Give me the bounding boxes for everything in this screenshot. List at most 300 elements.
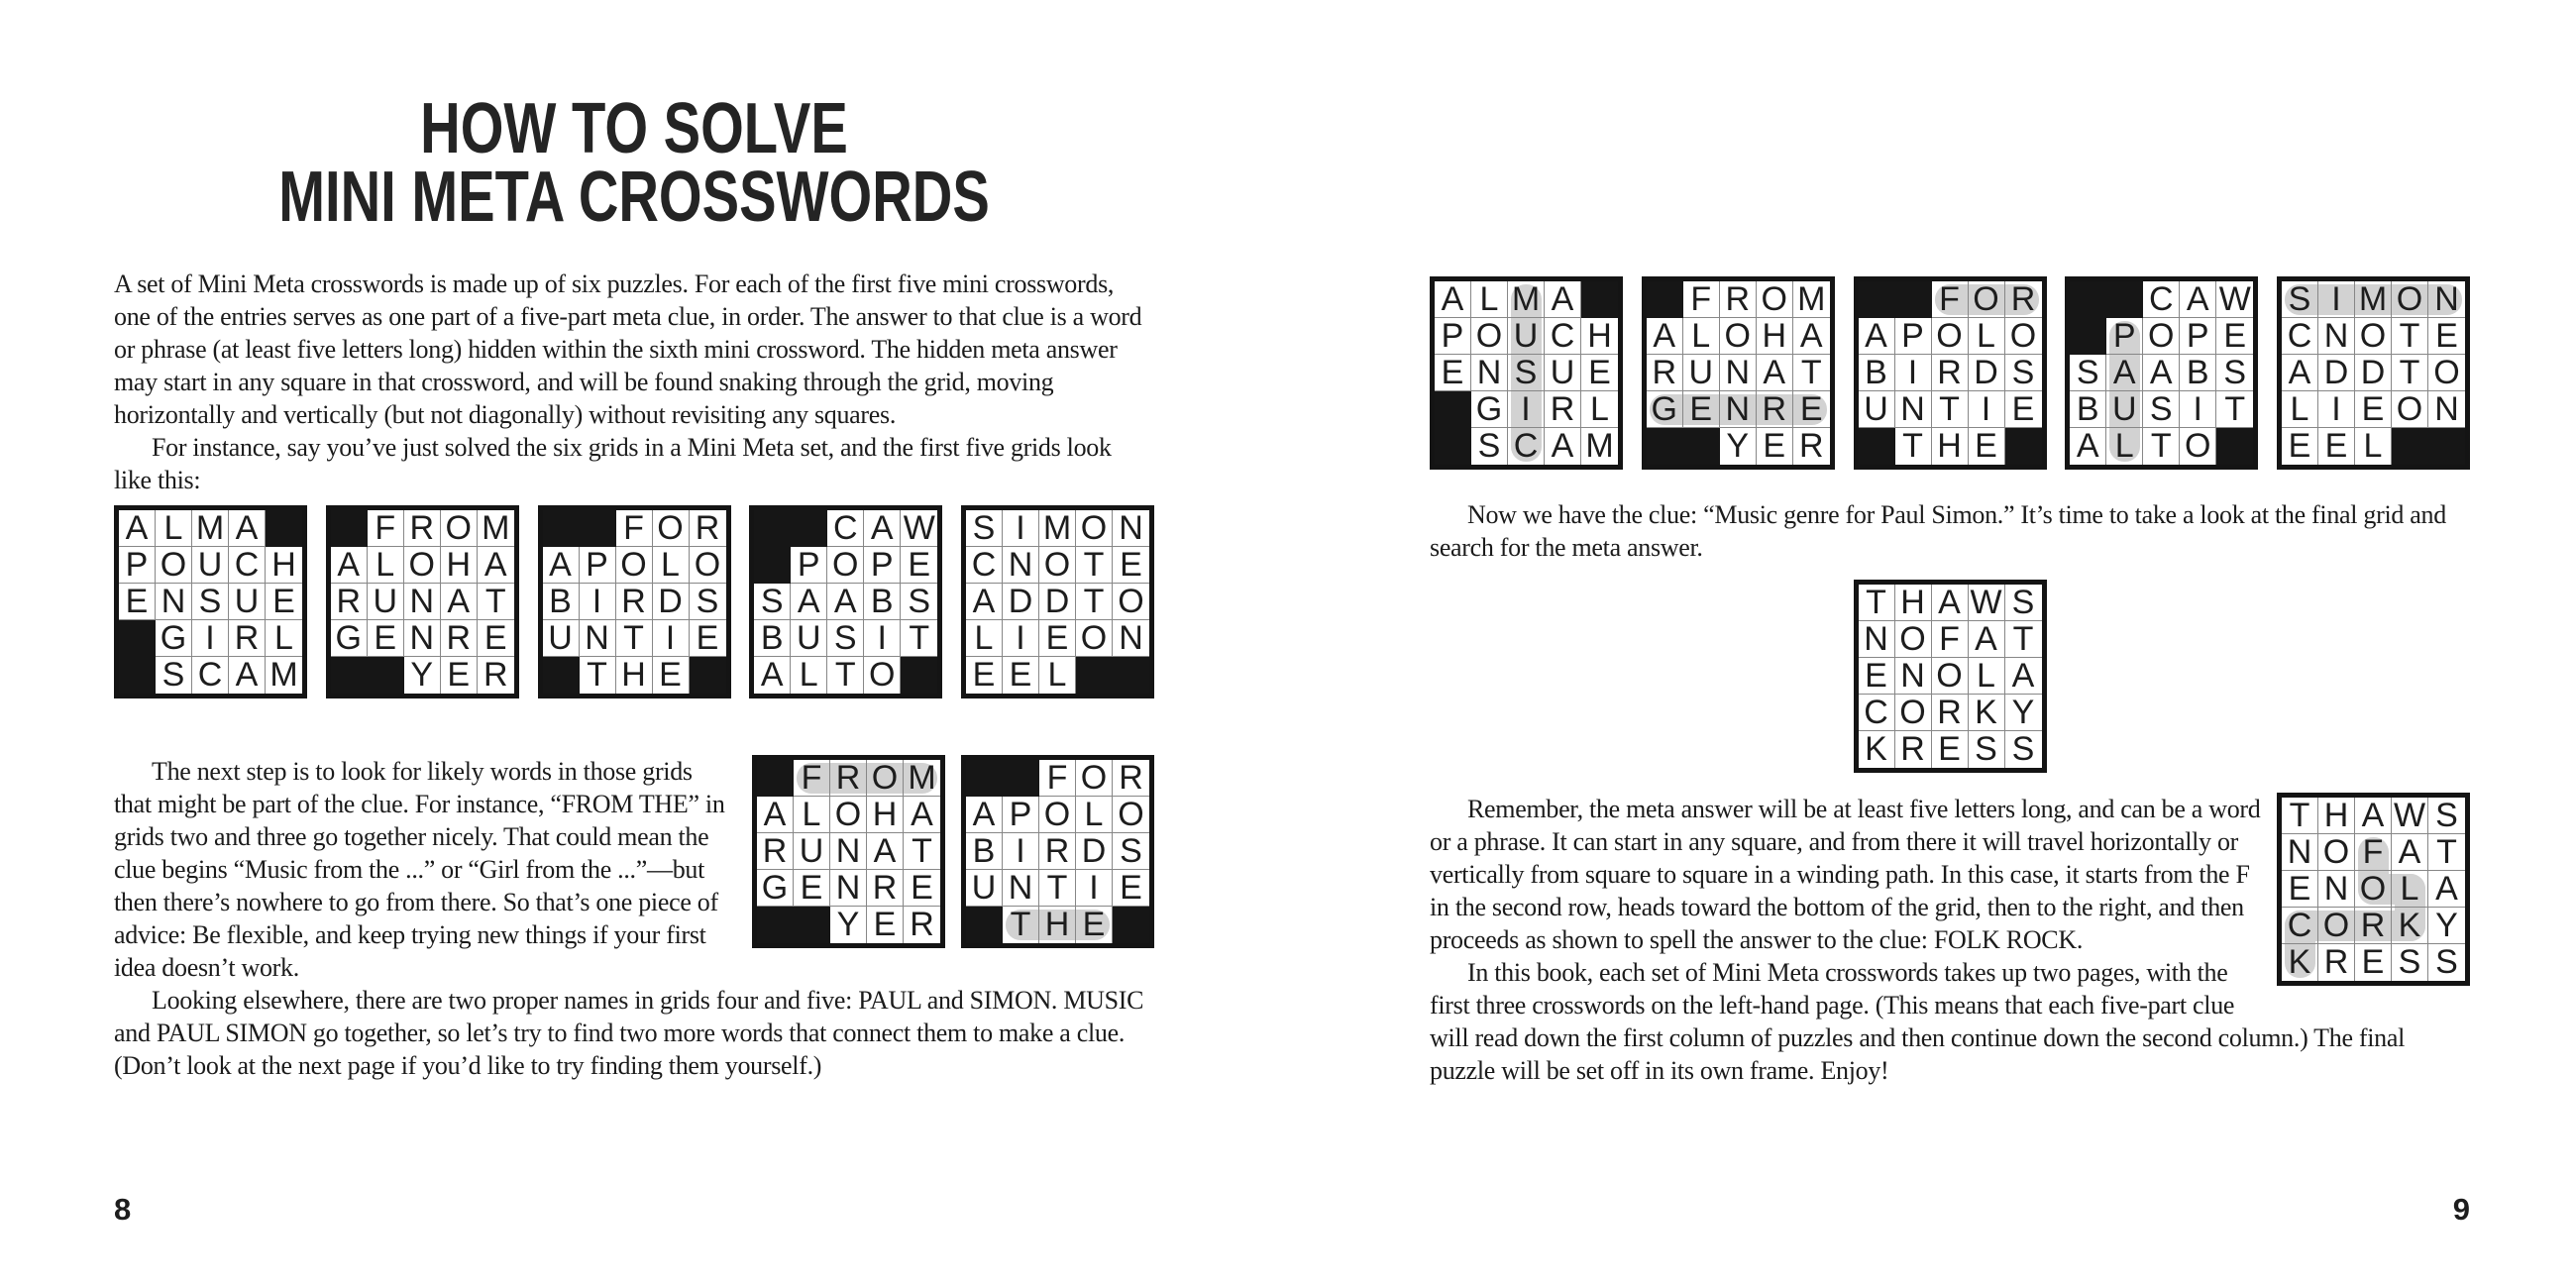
letter-cell: E — [904, 870, 940, 907]
letter-cell: A — [1545, 428, 1581, 465]
letter-cell: D — [2318, 355, 2355, 391]
letter-cell: N — [2318, 318, 2355, 355]
letter-cell: L — [156, 510, 192, 547]
letter-cell: O — [404, 547, 441, 584]
black-cell — [368, 657, 404, 694]
letter-cell: A — [864, 510, 901, 547]
letter-cell: T — [2428, 834, 2465, 871]
letter-cell: S — [901, 584, 937, 620]
letter-cell: R — [830, 760, 867, 797]
page-number-left: 8 — [114, 1192, 132, 1227]
next-step-section — [114, 755, 1154, 1082]
black-cell — [791, 510, 827, 547]
black-cell — [1113, 657, 1149, 694]
letter-cell: R — [1039, 833, 1076, 870]
black-cell — [1435, 428, 1471, 465]
black-cell — [2005, 428, 2042, 465]
letter-cell: A — [1932, 585, 1969, 621]
letter-cell: E — [2318, 428, 2355, 465]
letter-cell: A — [2143, 355, 2180, 391]
letter-cell: D — [653, 584, 690, 620]
letter-cell: L — [1039, 657, 1076, 694]
letter-cell: T — [2282, 798, 2318, 834]
black-cell — [966, 907, 1003, 943]
letter-cell: L — [653, 547, 690, 584]
crossword-grid-music-highlighted — [1430, 276, 1623, 470]
letter-cell: E — [1969, 428, 2005, 465]
letter-cell: O — [1471, 318, 1508, 355]
letter-cell: R — [441, 620, 478, 657]
letter-cell: K — [1859, 731, 1895, 768]
letter-cell: M — [1039, 510, 1076, 547]
letter-cell: D — [1003, 584, 1039, 620]
letter-cell: T — [2392, 318, 2428, 355]
letter-cell: E — [2282, 428, 2318, 465]
black-cell — [757, 907, 794, 943]
letter-cell: O — [616, 547, 653, 584]
letter-cell: E — [653, 657, 690, 694]
letter-cell: O — [827, 547, 864, 584]
letter-cell: N — [404, 620, 441, 657]
letter-cell: R — [2005, 281, 2042, 318]
letter-cell: I — [1003, 510, 1039, 547]
crossword-grid-simon-highlighted — [2277, 276, 2470, 470]
crossword-grid-4-caw — [749, 505, 942, 698]
letter-cell: C — [1545, 318, 1581, 355]
letter-cell: O — [1969, 281, 2005, 318]
letter-cell: M — [269, 656, 298, 694]
letter-cell: T — [904, 833, 940, 870]
letter-cell: E — [1757, 428, 1793, 465]
crossword-grid-folk-rock-highlighted — [2277, 793, 2470, 986]
letter-cell: O — [1039, 797, 1076, 833]
letter-cell: R — [1545, 391, 1581, 428]
black-cell — [543, 657, 580, 694]
letter-cell: G — [757, 870, 794, 907]
letter-cell: O — [441, 510, 478, 547]
letter-cell: C — [1508, 428, 1545, 465]
letter-cell: U — [368, 584, 404, 620]
letter-cell: R — [1895, 731, 1932, 768]
black-cell — [1435, 391, 1471, 428]
letter-cell: O — [830, 797, 867, 833]
letter-cell: C — [827, 510, 864, 547]
remember-paragraph: Remember, the meta answer will be at least five letters long, and can be a word or a phrase. It can start in any square, and from there it will travel horizontally or vertically from square to square in a winding path. In this case, it starts from the F in the second row, heads toward the bottom of the grid, then to the right, and then proceeds as shown to spell the answer to the clue: FOLK ROCK. — [1430, 795, 2261, 954]
intro-paragraph: A set of Mini Meta crosswords is made up of six puzzles. For each of the first five mini crosswords, one of the entries serves as one part of a five-part meta clue, in order. The answer to that clue is a word or phrase (at least five letters long) hidden within the sixth mini crossword. The hidden meta answer may start in any square in that crossword, and will be found snaking through the grid, moving horizontally and vertically (but not diagonally) without revisiting any squares. — [114, 269, 1142, 429]
letter-cell: G — [331, 620, 368, 657]
in-this-book-paragraph: In this book, each set of Mini Meta crosswords takes up two pages, with the first three crosswords on the left-hand page. (This means that each five-part clue will read down the first column of puzzles and then continue down the second column.) The final puzzle will be set off in its own frame. Enjoy! — [1430, 958, 2406, 1085]
letter-cell: I — [1895, 355, 1932, 391]
letter-cell: T — [1039, 870, 1076, 907]
letter-cell: T — [1859, 585, 1895, 621]
letter-cell: R — [1647, 355, 1683, 391]
letter-cell: B — [966, 833, 1003, 870]
right-page — [1430, 0, 2470, 1288]
letter-cell: F — [1039, 760, 1076, 797]
letter-cell: O — [1076, 620, 1113, 657]
letter-cell: I — [1076, 870, 1113, 907]
letter-cell: M — [904, 760, 940, 797]
letter-cell: Y — [404, 657, 441, 694]
letter-cell: S — [192, 584, 229, 620]
letter-cell: A — [2106, 355, 2143, 391]
letter-cell: T — [2216, 391, 2253, 428]
letter-cell: I — [1969, 391, 2005, 428]
letter-cell: A — [1859, 318, 1895, 355]
letter-cell: W — [2216, 281, 2253, 318]
letter-cell: U — [1545, 355, 1581, 391]
solved-grids-row — [114, 505, 1154, 698]
black-cell — [794, 907, 830, 943]
looking-elsewhere-paragraph: Looking elsewhere, there are two proper names in grids four and five: PAUL and SIMON. MUSIC and PAUL SIMON go together, so let’s try to find two more words that connect them to make a clue. (Don’t look at the next page if you’d like to try finding them yourself.) — [114, 986, 1144, 1080]
letter-cell: U — [1683, 355, 1720, 391]
page-title — [114, 89, 1154, 237]
letter-cell: O — [2355, 318, 2392, 355]
letter-cell: U — [543, 620, 580, 657]
letter-cell: O — [867, 760, 904, 797]
letter-cell: S — [2005, 355, 2042, 391]
letter-cell: E — [1039, 620, 1076, 657]
letter-cell: S — [2070, 355, 2106, 391]
letter-cell: E — [867, 907, 904, 943]
letter-cell: E — [1435, 355, 1471, 391]
letter-cell: L — [2282, 391, 2318, 428]
letter-cell: O — [2392, 391, 2428, 428]
letter-cell: E — [1793, 391, 1830, 428]
letter-cell: O — [156, 547, 192, 584]
letter-cell: H — [867, 797, 904, 833]
letter-cell: U — [1508, 318, 1545, 355]
letter-cell: E — [2428, 318, 2465, 355]
letter-cell: U — [229, 584, 266, 620]
letter-cell: A — [229, 510, 266, 547]
black-cell — [966, 760, 1003, 797]
letter-cell: E — [2355, 944, 2392, 981]
letter-cell: E — [1683, 391, 1720, 428]
letter-cell: O — [1895, 621, 1932, 658]
black-cell — [2106, 281, 2143, 318]
letter-cell: R — [2355, 908, 2392, 944]
black-cell — [119, 620, 156, 657]
now-clue-paragraph: Now we have the clue: “Music genre for Paul Simon.” It’s time to take a look at the final grid and search for the meta answer. — [1430, 500, 2446, 562]
letter-cell: O — [1113, 797, 1149, 833]
letter-cell: I — [2318, 281, 2355, 318]
letter-cell: N — [2282, 834, 2318, 871]
letter-cell: E — [966, 657, 1003, 694]
letter-cell: C — [229, 547, 266, 584]
letter-cell: Y — [2428, 908, 2465, 944]
letter-cell: N — [2318, 871, 2355, 908]
letter-cell: S — [2435, 943, 2458, 981]
letter-cell: R — [910, 906, 934, 943]
letter-cell: B — [2180, 355, 2216, 391]
letter-cell: P — [1435, 318, 1471, 355]
letter-cell: M — [1585, 427, 1614, 465]
letter-cell: E — [441, 657, 478, 694]
letter-cell: O — [2428, 355, 2465, 391]
letter-cell: S — [2011, 730, 2035, 768]
letter-cell: E — [2355, 391, 2392, 428]
letter-cell: R — [1798, 427, 1824, 465]
letter-cell: S — [1969, 731, 2005, 768]
title-line-2: MINI META CROSSWORDS — [278, 158, 990, 237]
letter-cell: A — [867, 833, 904, 870]
letter-cell: H — [1757, 318, 1793, 355]
letter-cell: D — [1039, 584, 1076, 620]
letter-cell: F — [794, 760, 830, 797]
letter-cell: S — [827, 620, 864, 657]
letter-cell: G — [1647, 391, 1683, 428]
letter-cell: L — [2106, 428, 2143, 465]
letter-cell: H — [266, 547, 302, 584]
crossword-grid-genre-highlighted — [1642, 276, 1835, 470]
letter-cell: B — [2070, 391, 2106, 428]
black-cell — [331, 510, 368, 547]
letter-cell: H — [616, 657, 653, 694]
letter-cell: R — [1932, 695, 1969, 731]
letter-cell: L — [368, 547, 404, 584]
next-step-paragraph: The next step is to look for likely words in those grids that might be part of the clue. For instance, “FROM THE” in grids two and three go together nicely. That could mean the clue begins “Music from the ...” or “Girl from the ...”—but then there’s nowhere to go from there. So that’s one piece of advice: Be flexible, and keep trying new things if your first idea doesn’t work. — [114, 757, 725, 982]
letter-cell: O — [690, 547, 726, 584]
letter-cell: S — [2428, 798, 2465, 834]
letter-cell: P — [580, 547, 616, 584]
highlighted-grids-row — [1430, 276, 2470, 470]
crossword-grid-final — [1854, 580, 2047, 773]
letter-cell: F — [1683, 281, 1720, 318]
letter-cell: U — [1859, 391, 1895, 428]
crossword-grid-2-from — [326, 505, 519, 698]
letter-cell: L — [1683, 318, 1720, 355]
letter-cell: M — [1508, 281, 1545, 318]
letter-cell: T — [478, 584, 514, 620]
letter-cell: T — [1076, 584, 1113, 620]
letter-cell: N — [1003, 870, 1039, 907]
letter-cell: E — [1113, 870, 1149, 907]
letter-cell: N — [1113, 620, 1149, 657]
letter-cell: I — [1003, 833, 1039, 870]
letter-cell: N — [1113, 510, 1149, 547]
letter-cell: N — [1895, 391, 1932, 428]
letter-cell: M — [2355, 281, 2392, 318]
black-cell — [1683, 428, 1720, 465]
letter-cell: S — [754, 584, 791, 620]
letter-cell: W — [901, 510, 937, 547]
black-cell — [266, 510, 302, 547]
letter-cell: C — [966, 547, 1003, 584]
letter-cell: A — [2282, 355, 2318, 391]
letter-cell: E — [1113, 547, 1149, 584]
letter-cell: T — [1932, 391, 1969, 428]
black-cell — [2070, 281, 2106, 318]
letter-cell: A — [966, 584, 1003, 620]
letter-cell: K — [2392, 908, 2428, 944]
letter-cell: S — [2005, 585, 2042, 621]
letter-cell: H — [2318, 798, 2355, 834]
folk-rock-answer-grid-container — [2277, 793, 2470, 986]
letter-cell: I — [2318, 391, 2355, 428]
black-cell — [1113, 907, 1149, 943]
remember-section — [1430, 793, 2470, 1087]
black-cell — [757, 760, 794, 797]
letter-cell: E — [2216, 318, 2253, 355]
letter-cell: A — [1969, 621, 2005, 658]
black-cell — [331, 657, 368, 694]
letter-cell: C — [192, 657, 229, 694]
letter-cell: S — [2216, 355, 2253, 391]
letter-cell: M — [1793, 281, 1830, 318]
letter-cell: F — [368, 510, 404, 547]
letter-cell: E — [1932, 731, 1969, 768]
crossword-grid-the-highlighted — [961, 755, 1154, 948]
letter-cell: I — [580, 584, 616, 620]
crossword-grid-paul-highlighted — [2065, 276, 2258, 470]
letter-cell: P — [119, 547, 156, 584]
letter-cell: O — [2318, 834, 2355, 871]
letter-cell: O — [2318, 908, 2355, 944]
letter-cell: S — [1508, 355, 1545, 391]
letter-cell: H — [1581, 318, 1618, 355]
letter-cell: M — [192, 510, 229, 547]
letter-cell: K — [1969, 695, 2005, 731]
letter-cell: D — [2355, 355, 2392, 391]
letter-cell: W — [2392, 798, 2428, 834]
letter-cell: U — [192, 547, 229, 584]
letter-cell: I — [192, 620, 229, 657]
letter-cell: T — [1076, 547, 1113, 584]
letter-cell: T — [1003, 907, 1039, 943]
letter-cell: A — [543, 547, 580, 584]
letter-cell: E — [119, 584, 156, 620]
letter-cell: T — [1895, 428, 1932, 465]
letter-cell: O — [653, 510, 690, 547]
letter-cell: R — [1113, 760, 1149, 797]
letter-cell: L — [1969, 318, 2005, 355]
letter-cell: O — [1076, 760, 1113, 797]
black-cell — [1647, 281, 1683, 318]
letter-cell: P — [864, 547, 901, 584]
letter-cell: N — [2428, 391, 2465, 428]
letter-cell: Y — [1720, 428, 1757, 465]
letter-cell: R — [229, 620, 266, 657]
black-cell — [2070, 318, 2106, 355]
letter-cell: O — [2355, 871, 2392, 908]
black-cell — [1003, 760, 1039, 797]
letter-cell: A — [2428, 871, 2465, 908]
black-cell — [2216, 428, 2253, 465]
letter-cell: L — [966, 620, 1003, 657]
letter-cell: E — [1076, 907, 1113, 943]
crossword-grid-5-simon — [961, 505, 1154, 698]
letter-cell: A — [1545, 281, 1581, 318]
letter-cell: L — [1471, 281, 1508, 318]
letter-cell: A — [2180, 281, 2216, 318]
letter-cell: S — [1113, 833, 1149, 870]
black-cell — [580, 510, 616, 547]
letter-cell: A — [966, 797, 1003, 833]
black-cell — [1859, 428, 1895, 465]
letter-cell: O — [1039, 547, 1076, 584]
letter-cell: G — [156, 620, 192, 657]
letter-cell: R — [1932, 355, 1969, 391]
letter-cell: S — [966, 510, 1003, 547]
letter-cell: T — [616, 620, 653, 657]
letter-cell: A — [754, 657, 791, 694]
crossword-grid-from-highlighted — [752, 755, 945, 948]
letter-cell: D — [1076, 833, 1113, 870]
letter-cell: T — [827, 657, 864, 694]
letter-cell: S — [2282, 281, 2318, 318]
letter-cell: E — [478, 620, 514, 657]
black-cell — [543, 510, 580, 547]
letter-cell: A — [2392, 834, 2428, 871]
crossword-grid-1-alma — [114, 505, 307, 698]
letter-cell: N — [1859, 621, 1895, 658]
letter-cell: B — [864, 584, 901, 620]
letter-cell: O — [864, 657, 901, 694]
letter-cell: R — [331, 584, 368, 620]
letter-cell: O — [2143, 318, 2180, 355]
letter-cell: B — [1859, 355, 1895, 391]
letter-cell: T — [2392, 355, 2428, 391]
letter-cell: I — [864, 620, 901, 657]
letter-cell: F — [616, 510, 653, 547]
letter-cell: P — [2106, 318, 2143, 355]
letter-cell: S — [156, 657, 192, 694]
black-cell — [2428, 428, 2465, 465]
letter-cell: A — [1647, 318, 1683, 355]
black-cell — [1076, 657, 1113, 694]
letter-cell: N — [1895, 658, 1932, 695]
letter-cell: Y — [830, 907, 867, 943]
letter-cell: H — [1895, 585, 1932, 621]
letter-cell: C — [2282, 908, 2318, 944]
letter-cell: N — [830, 833, 867, 870]
letter-cell: O — [1720, 318, 1757, 355]
letter-cell: C — [2143, 281, 2180, 318]
letter-cell: A — [2005, 658, 2042, 695]
letter-cell: E — [1003, 657, 1039, 694]
letter-cell: P — [1895, 318, 1932, 355]
black-cell — [1647, 428, 1683, 465]
letter-cell: R — [404, 510, 441, 547]
letter-cell: L — [1581, 391, 1618, 428]
black-cell — [690, 657, 726, 694]
letter-cell: O — [2392, 281, 2428, 318]
letter-cell: G — [1471, 391, 1508, 428]
letter-cell: I — [1003, 620, 1039, 657]
letter-cell: R — [690, 510, 726, 547]
letter-cell: T — [901, 620, 937, 657]
letter-cell: N — [156, 584, 192, 620]
letter-cell: R — [867, 870, 904, 907]
letter-cell: N — [830, 870, 867, 907]
letter-cell: R — [1757, 391, 1793, 428]
letter-cell: N — [2428, 281, 2465, 318]
letter-cell: M — [478, 510, 514, 547]
letter-cell: A — [1757, 355, 1793, 391]
letter-cell: C — [2282, 318, 2318, 355]
black-cell — [1581, 281, 1618, 318]
black-cell — [2392, 428, 2428, 465]
letter-cell: T — [580, 657, 616, 694]
letter-cell: O — [1113, 584, 1149, 620]
letter-cell: S — [690, 584, 726, 620]
letter-cell: A — [229, 657, 266, 694]
letter-cell: A — [478, 547, 514, 584]
letter-cell: N — [1471, 355, 1508, 391]
letter-cell: E — [1581, 355, 1618, 391]
letter-cell: U — [966, 870, 1003, 907]
